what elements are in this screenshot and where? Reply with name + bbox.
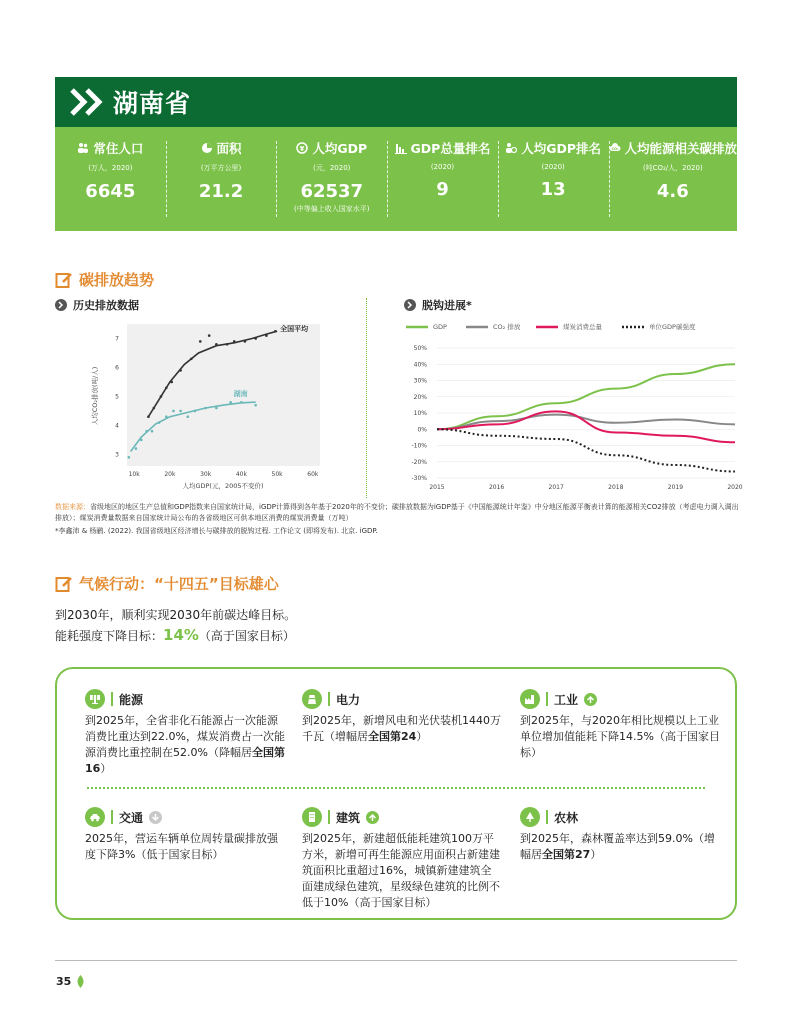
- data-point: [194, 410, 197, 413]
- x-tick-label: 2016: [488, 484, 505, 491]
- double-chevron-icon: [69, 87, 107, 117]
- bar-chart-icon: [395, 142, 407, 154]
- goal-label: 能耗强度下降目标：: [55, 629, 164, 643]
- stat-value: 13: [540, 179, 566, 200]
- stat-area: [166, 127, 277, 231]
- stat-label: 面积: [216, 141, 242, 156]
- sector-rank: 全国第24: [368, 730, 417, 743]
- stat-label: 人均能源相关碳排放: [624, 141, 738, 156]
- legend-label: 单位GDP碳强度: [649, 323, 696, 331]
- data-point: [215, 407, 218, 410]
- leaf-icon: [76, 975, 85, 988]
- sector-forestry: [520, 807, 720, 863]
- stat-value: 62537: [300, 181, 364, 202]
- x-tick-label: 20k: [164, 471, 176, 478]
- data-point: [186, 415, 189, 418]
- y-tick-label: 50%: [413, 345, 427, 352]
- sector-text: [302, 713, 502, 745]
- section-header-climate-action: [55, 573, 279, 594]
- stat-label: 常住人口: [93, 141, 144, 156]
- power-plant-icon: [302, 689, 322, 709]
- stat-unit: (2020): [541, 163, 565, 171]
- stat-label: GDP总量排名: [410, 141, 491, 156]
- province-banner: [55, 77, 737, 127]
- sector-name: 建筑: [336, 810, 361, 825]
- separator: [546, 810, 548, 824]
- stat-gdp-per-capita: [276, 127, 387, 231]
- sub-title: 历史排放数据: [73, 299, 139, 312]
- solar-panel-icon: [85, 689, 105, 709]
- goal-peak: 到2030年，顺利实现2030年前碳达峰目标。: [55, 608, 297, 622]
- data-point: [190, 357, 193, 360]
- stat-label: 人均GDP: [312, 141, 368, 156]
- goal-energy-intensity: [55, 626, 295, 644]
- data-point: [229, 401, 232, 404]
- edit-icon: [55, 575, 73, 593]
- sector-text-a: 到2025年，森林覆盖率达到59.0%（增幅居: [520, 832, 715, 861]
- data-point: [145, 430, 148, 433]
- citation-note: *李鑫沛 & 杨鹂. (2022). 我国省级地区经济增长与碳排放的脱钩过程. 工作论文 (即将发布). 北京. iGDP.: [55, 527, 378, 535]
- arrow-up-icon: [366, 811, 379, 824]
- data-point: [170, 381, 173, 384]
- x-tick-label: 2017: [548, 484, 564, 491]
- data-point: [158, 421, 161, 424]
- x-tick-label: 2015: [429, 484, 445, 491]
- data-point: [208, 334, 211, 337]
- sector-text: [520, 831, 720, 863]
- sector-name: 交通: [119, 810, 144, 825]
- sector-industry: [520, 689, 720, 761]
- data-point: [254, 404, 257, 407]
- y-tick-label: 30%: [413, 377, 427, 385]
- data-point: [226, 343, 229, 346]
- sector-text-a: 到2025年，全省非化石能源占一次能源消费比重达到22.0%，煤炭消费占一次能源消费比重控制在52.0%（降幅居: [85, 714, 285, 759]
- data-point: [179, 369, 182, 372]
- stat-value: 4.6: [656, 181, 689, 202]
- coin-icon: [296, 142, 308, 154]
- data-point: [172, 410, 175, 413]
- section-header-emissions: [55, 269, 154, 290]
- y-tick-label: -10%: [411, 442, 427, 450]
- data-point: [274, 330, 277, 333]
- data-source-note: [55, 502, 740, 524]
- sub-header-decoupling: [404, 297, 472, 313]
- goal-suffix: （高于国家目标）: [198, 629, 295, 643]
- factory-icon: [520, 689, 540, 709]
- y-tick-label: 10%: [413, 410, 427, 417]
- chevron-right-icon: [404, 299, 416, 311]
- arrow-up-icon: [584, 693, 597, 706]
- series-label: 全国平均: [280, 325, 309, 334]
- building-icon: [302, 807, 322, 827]
- arrow-down-icon: [149, 811, 162, 824]
- data-point: [153, 407, 156, 410]
- stat-unit: (万平方公里): [200, 164, 242, 172]
- sector-text-b: ）: [416, 730, 428, 743]
- stat-label: 人均GDP排名: [521, 141, 602, 156]
- section-title: 碳排放趋势: [79, 271, 155, 289]
- stat-gdp-rank: [387, 127, 498, 231]
- sector-power: [302, 689, 502, 745]
- y-axis-label: 人均CO₂排放(吨/人): [91, 366, 99, 426]
- x-tick-label: 2020: [727, 484, 743, 491]
- data-point: [233, 340, 236, 343]
- data-point: [254, 337, 257, 340]
- tree-icon: [520, 807, 540, 827]
- y-tick-label: -20%: [411, 458, 427, 466]
- data-point: [179, 410, 182, 413]
- data-point: [135, 447, 138, 450]
- data-point: [165, 415, 168, 418]
- x-tick-label: 30k: [200, 471, 212, 478]
- separator: [328, 810, 330, 824]
- box-divider: [87, 787, 705, 789]
- sector-targets-box: [55, 667, 737, 920]
- data-point: [147, 415, 150, 418]
- data-point: [244, 340, 247, 343]
- stat-unit: (元，2020): [313, 164, 351, 172]
- sector-transport: [85, 807, 285, 863]
- source-label: 数据来源：: [55, 503, 90, 511]
- x-tick-label: 50k: [271, 471, 283, 478]
- series-label: 湖南: [233, 390, 248, 399]
- y-tick-label: -30%: [411, 475, 427, 482]
- cloud-co2-icon: [609, 142, 621, 154]
- separator: [546, 692, 548, 706]
- decoupling-line-chart: [400, 318, 745, 498]
- sector-name: 农林: [554, 810, 579, 825]
- data-point: [127, 456, 130, 459]
- history-scatter-chart: [85, 316, 340, 506]
- y-tick-label: 7: [115, 335, 119, 343]
- sector-name: 能源: [119, 692, 144, 707]
- y-tick-label: 0%: [417, 426, 427, 434]
- source-text: 省级地区的地区生产总值和GDP指数来自国家统计局，iGDP计算得到各年基于2020年的不变价；碳排放数据为iGDP基于《中国能源统计年鉴》中分地区能源平衡表计算的能源相关CO2排放（考虑电力调入调出排放）；煤炭消费量数据来自国家统计局公布的各省级地区可供本地区消费的煤炭消费量（万吨）: [55, 503, 739, 522]
- stat-note: (中等偏上收入国家水平): [294, 205, 370, 213]
- edit-icon: [55, 271, 73, 289]
- y-tick-label: 4: [115, 422, 119, 430]
- sector-building: [302, 807, 502, 911]
- data-point: [199, 340, 202, 343]
- x-tick-label: 2018: [608, 484, 624, 491]
- goal-value: 14%: [163, 626, 199, 644]
- stat-value: 6645: [85, 181, 136, 202]
- stat-value: 21.2: [198, 181, 244, 202]
- sector-energy: [85, 689, 285, 777]
- page-number: 35: [56, 975, 72, 988]
- sector-text-a: 到2025年，新增风电和光伏装机1440万千瓦（增幅居: [302, 714, 501, 743]
- person-coin-icon: [505, 142, 517, 154]
- sector-name: 电力: [336, 692, 361, 707]
- stat-value: 9: [436, 179, 449, 200]
- stat-carbon-per-capita: [609, 127, 738, 231]
- svg-text:¥: ¥: [299, 145, 305, 153]
- x-axis-label: 人均GDP(元，2005不变价): [182, 482, 264, 490]
- chart-divider: [366, 298, 367, 498]
- data-point: [165, 386, 168, 389]
- car-icon: [85, 807, 105, 827]
- stat-unit: (2020): [430, 163, 455, 171]
- separator: [111, 692, 113, 706]
- section-title: 气候行动：“十四五”目标雄心: [79, 575, 279, 593]
- separator: [328, 692, 330, 706]
- footer-divider: [55, 960, 737, 961]
- y-tick-label: 40%: [413, 361, 427, 369]
- series-line: [437, 411, 735, 442]
- sector-name: 工业: [554, 692, 579, 707]
- x-tick-label: 2019: [667, 484, 684, 491]
- stat-population: [55, 127, 166, 231]
- data-point: [265, 334, 268, 337]
- legend-label: 煤炭消费总量: [563, 323, 602, 331]
- data-point: [151, 430, 154, 433]
- data-point: [140, 439, 143, 442]
- sector-text-b: ）: [100, 762, 112, 775]
- chevron-right-icon: [55, 299, 67, 311]
- svg-text:CO₂: CO₂: [610, 147, 619, 151]
- x-tick-label: 10k: [128, 471, 140, 478]
- sector-rank: 全国第27: [542, 848, 591, 861]
- separator: [111, 810, 113, 824]
- data-point: [204, 407, 207, 410]
- sector-text: 2025年，营运车辆单位周转量碳排放强度下降3%（低于国家目标）: [85, 832, 278, 861]
- sector-text: 到2025年，新建超低能耗建筑100万平方米，新增可再生能源应用面积占新建建筑面积比重超过16%，城镇新建建筑全面建成绿色建筑，星级绿色建筑的比例不低于10%（高于国家目标）: [302, 832, 500, 909]
- y-tick-label: 20%: [413, 393, 427, 401]
- sector-text: [85, 713, 285, 777]
- y-tick-label: 5: [115, 393, 119, 401]
- sub-header-history: [55, 297, 139, 313]
- sector-rank: 全国第16: [85, 746, 285, 775]
- data-point: [240, 401, 243, 404]
- x-tick-label: 40k: [235, 471, 247, 478]
- sub-title: 脱钩进展*: [422, 299, 472, 312]
- sector-text: 到2025年，与2020年相比规模以上工业单位增加值能耗下降14.5%（高于国家目标）: [520, 714, 720, 759]
- stat-unit: (万人，2020): [88, 164, 133, 172]
- pie-icon: [201, 142, 213, 154]
- people-icon: [77, 142, 89, 154]
- stats-bar: [55, 127, 737, 231]
- legend-label: GDP: [433, 323, 447, 331]
- x-tick-label: 60k: [307, 471, 319, 478]
- data-point: [215, 343, 218, 346]
- stat-gdp-per-capita-rank: [498, 127, 609, 231]
- page-title: 湖南省: [113, 89, 192, 118]
- data-point: [160, 395, 163, 398]
- stat-unit: (吨CO₂/人，2020): [642, 164, 703, 172]
- y-tick-label: 3: [115, 451, 119, 459]
- legend-label: CO₂ 排放: [493, 323, 521, 331]
- sector-text-b: ）: [590, 848, 602, 861]
- y-tick-label: 6: [115, 364, 119, 372]
